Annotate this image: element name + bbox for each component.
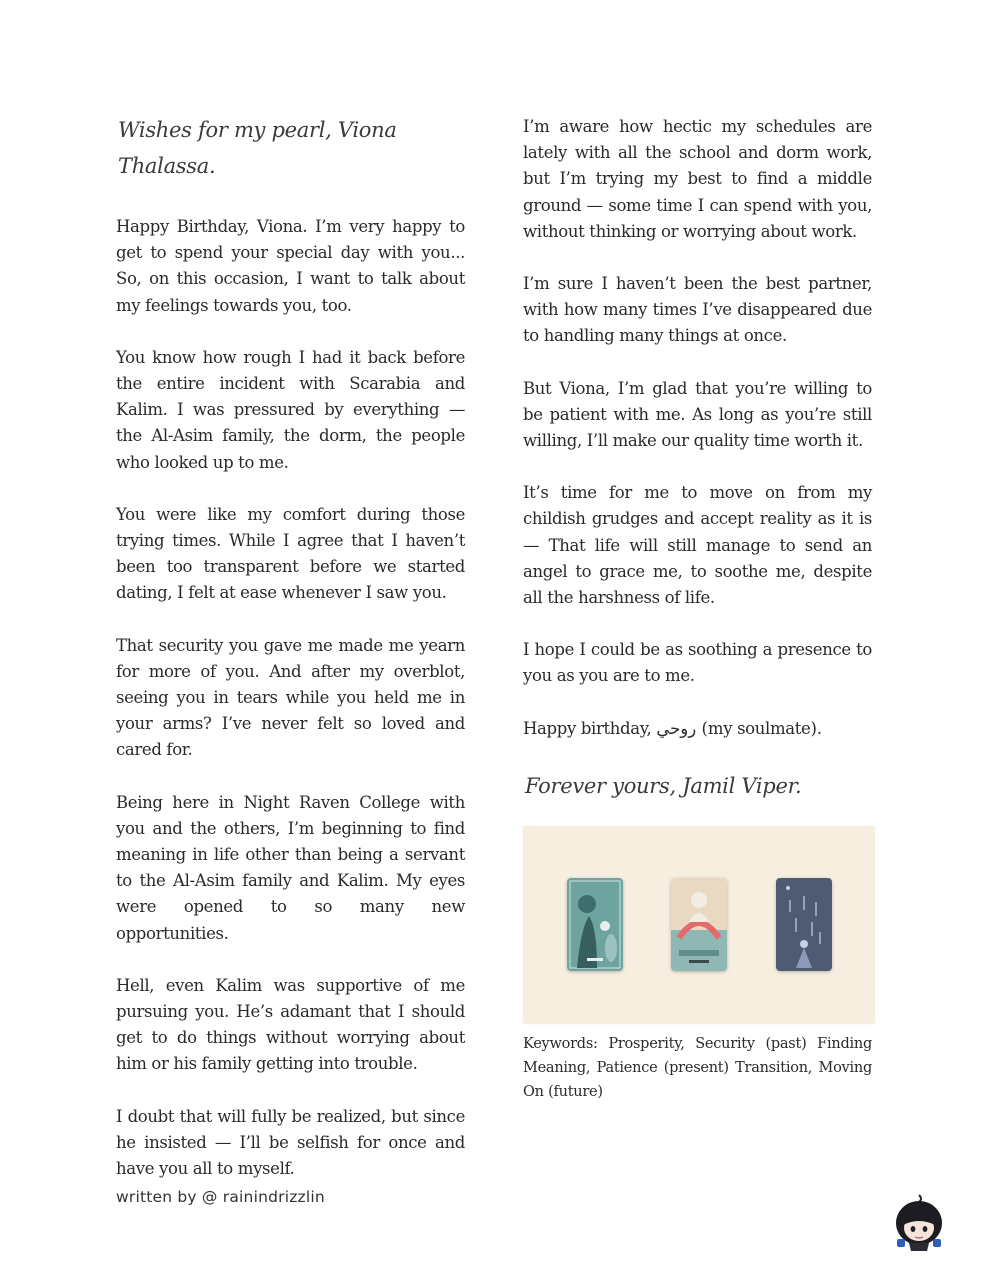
paragraph: Happy Birthday, Viona. I’m very happy to get to spend your special day with you... So, on this occasion, I want to talk about my feelings towards you, too.	[116, 217, 465, 315]
signoff: Forever yours, Jamil Viper.	[525, 773, 802, 798]
paragraph: I hope I could be as soothing a presence to you as you are to me.	[523, 640, 872, 686]
chibi-mascot-icon	[893, 1193, 945, 1253]
letter-title: Wishes for my pearl, Viona Thalassa.	[118, 118, 397, 178]
paragraph: Happy birthday, روحي (my soulmate).	[523, 718, 823, 738]
author-credit: written by @ rainindrizzlin	[116, 1188, 325, 1206]
tarot-card-present	[671, 878, 727, 971]
paragraph: It’s time for me to move on from my childish grudges and accept reality as it is — That life will still manage to send an angel to grace me, to soothe me, despite all the harshness of life.	[523, 483, 872, 608]
tarot-card-past-icon	[567, 878, 623, 971]
tarot-keywords: Keywords: Prosperity, Security (past) Finding Meaning, Patience (present) Transition, Moving On (future)	[523, 1035, 872, 1100]
tarot-card-present-icon	[671, 878, 727, 971]
paragraph: Hell, even Kalim was supportive of me pursuing you. He’s adamant that I should get to do things without worrying about him or his family getting into trouble.	[116, 975, 465, 1074]
paragraph: You were like my comfort during those trying times. While I agree that I haven’t been too transparent before we started dating, I felt at ease whenever I saw you.	[116, 504, 465, 603]
left-column	[116, 112, 465, 1208]
paragraph: I’m aware how hectic my schedules are lately with all the school and dorm work, but I’m trying my best to find a middle ground — some time I can spend with you, without thinking or worrying about work.	[523, 117, 872, 241]
tarot-card-future-icon	[776, 878, 832, 971]
paragraph: You know how rough I had it back before the entire incident with Scarabia and Kalim. I was pressured by everything — the Al-Asim family, the dorm, the people who looked up to me.	[116, 347, 465, 472]
tarot-spread-image	[523, 826, 875, 1024]
tarot-card-future	[776, 878, 832, 971]
paragraph: But Viona, I’m glad that you’re willing to be patient with me. As long as you’re still willing, I’ll make our quality time worth it.	[523, 378, 872, 451]
paragraph: That security you gave me made me yearn for more of you. And after my overblot, seeing you in tears while you held me in your arms? I’ve never felt so loved and cared for.	[116, 635, 465, 760]
right-column	[523, 114, 872, 1104]
paragraph: Being here in Night Raven College with you and the others, I’m beginning to find meaning in life other than being a servant to the Al-Asim family and Kalim. My eyes were opened to so many new opportunities.	[116, 792, 465, 943]
paragraph: I doubt that will fully be realized, but since he insisted — I’ll be selfish for once and have you all to myself.	[116, 1106, 465, 1179]
paragraph: I’m sure I haven’t been the best partner, with how many times I’ve disappeared due to handling many things at once.	[523, 274, 872, 346]
mascot-avatar-icon	[893, 1193, 945, 1253]
tarot-card-past	[567, 878, 623, 971]
